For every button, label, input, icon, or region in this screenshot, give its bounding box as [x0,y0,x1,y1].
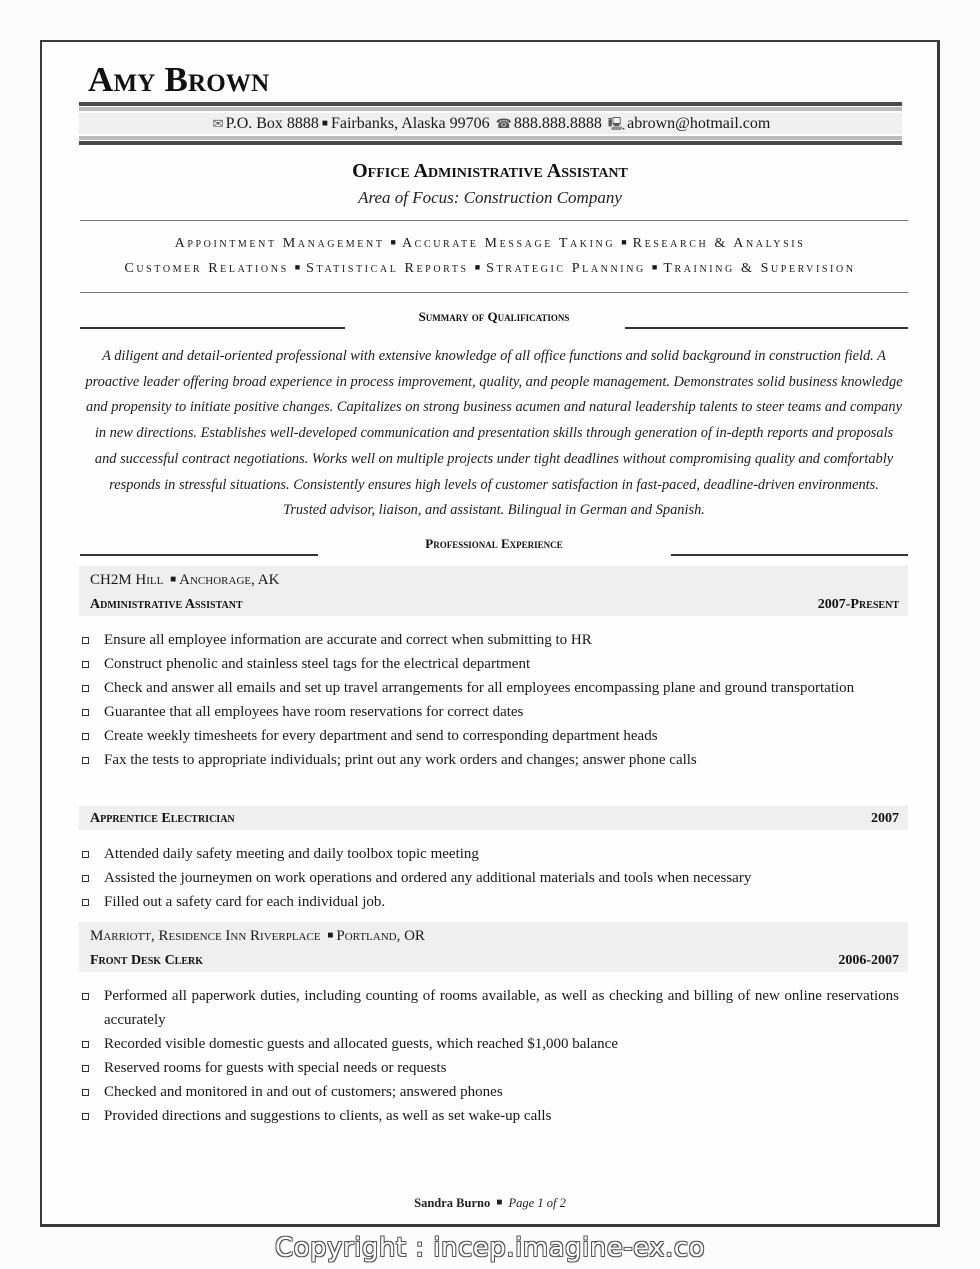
skill: Training & Supervision [663,261,856,276]
contact-line [79,113,902,134]
job-bullets [80,984,899,1128]
job-company: CH2M Hill [90,572,164,588]
bullet-text: Check and answer all emails and set up travel arrangements for all employees encompassing plane and ground transportation [104,680,855,696]
candidate-name: Amy Brown [88,60,270,99]
separator-icon: ■ [390,237,396,247]
checkbox-bullet-icon [82,733,89,740]
bullet-text: Create weekly timesheets for every department and send to corresponding department heads [104,728,658,744]
summary-line: A diligent and detail-oriented professional with extensive knowledge of all office functions and solid background in construction field. A [102,348,886,364]
bullet-text: Recorded visible domestic guests and allocated guests, which reached $1,000 balance [104,1036,618,1052]
list-item [80,628,899,652]
job-bullets [80,628,899,772]
checkbox-bullet-icon [82,709,89,716]
heading-rule-right [625,327,908,329]
list-item [80,676,899,700]
summary-heading-label: Summary of Qualifications [418,309,570,324]
bullet-text: Fax the tests to appropriate individuals; print out any work orders and changes; answer phone calls [104,752,697,768]
contact-phone[interactable]: 888.888.8888 [513,115,602,132]
job-header-marriott [79,922,908,972]
checkbox-bullet-icon [82,1113,89,1120]
heading-rule-left [80,554,318,556]
objective-title: Office Administrative Assistant [352,160,628,182]
skill: Customer Relations [124,261,289,276]
skills-row-2 [0,261,980,277]
list-item [80,724,899,748]
checkbox-bullet-icon [82,1065,89,1072]
header-rule-top [79,102,902,106]
checkbox-bullet-icon [82,993,89,1000]
bullet-text: Ensure all employee information are accurate and correct when submitting to HR [104,632,592,648]
checkbox-bullet-icon [82,851,89,858]
checkbox-bullet-icon [82,685,89,692]
job-location: Anchorage, AK [179,572,280,588]
bullet-text: Checked and monitored in and out of customers; answered phones [104,1084,503,1100]
page-footer [0,1196,980,1211]
footer-author: Sandra Burno [414,1196,491,1210]
copyright-watermark: Copyright : incep.imagine-ex.co [274,1233,706,1263]
separator-icon: ■ [294,262,301,272]
list-item [80,700,899,724]
list-item [80,1104,899,1128]
bullet-text: Guarantee that all employees have room reservations for correct dates [104,704,524,720]
checkbox-bullet-icon [82,1041,89,1048]
experience-heading-label: Professional Experience [425,536,563,551]
summary-line: and propensity to initiate positive changes. Capitalizes on strong business acumen and natural leadership talents to steer teams and company [86,399,902,416]
list-item [80,1032,899,1056]
list-item [80,866,899,890]
bullet-text: Attended daily safety meeting and daily toolbox topic meeting [104,846,479,862]
contact-city: Fairbanks, Alaska 99706 [330,115,490,132]
separator-icon: ■ [321,118,328,129]
checkbox-bullet-icon [82,899,89,906]
summary-line: responds in stressful situations. Consistently ensures high levels of customer satisfaction in fast-paced, deadline-driven environments. [109,476,879,493]
separator-icon: ■ [621,237,627,247]
bullet-text: Assisted the journeymen on work operations and ordered any additional materials and tools when necessary [104,870,752,886]
contact-band [79,102,902,145]
telephone-icon: ☎ [495,116,512,131]
job-header-apprentice-electrician [79,806,908,830]
separator-icon: ■ [474,262,481,272]
skill: Statistical Reports [306,261,469,276]
heading-rule-right [671,554,908,556]
bullet-text: Performed all paperwork duties, including counting of rooms available, as well as checking and billing of new online reservations accurately [104,988,899,1028]
checkbox-bullet-icon [82,875,89,882]
summary-paragraph [80,344,908,524]
summary-line: Trusted advisor, liaison, and assistant. Bilingual in German and Spanish. [283,502,705,519]
bullet-text: Reserved rooms for guests with special needs or requests [104,1060,447,1076]
divider [80,220,908,221]
mailbox-icon: ✉ [212,116,224,131]
separator-icon: ■ [651,262,658,272]
job-title: Front Desk Clerk [90,953,204,968]
list-item [80,1056,899,1080]
list-item [80,652,899,676]
page-number: Page 1 of 2 [508,1196,566,1210]
job-company: Marriott, Residence Inn Riverplace [90,928,321,944]
checkbox-bullet-icon [82,637,89,644]
list-item [80,984,899,1032]
list-item [80,748,899,772]
experience-heading [80,536,908,556]
checkbox-bullet-icon [82,661,89,668]
summary-line: proactive leader offering broad experience in process improvement, quality, and people management. Demonstrates solid business knowledge [85,373,903,390]
separator-icon: ■ [327,930,334,941]
job-header-ch2m-hill [79,566,908,616]
contact-address: P.O. Box 8888 [225,115,319,132]
job-company-line [90,928,425,945]
skill: Research & Analysis [632,236,806,251]
separator-icon: ■ [496,1197,503,1208]
skill: Accurate Message Taking [401,236,616,251]
job-company-line [90,572,279,589]
computer-icon: 🖳 [607,116,626,131]
bullet-text: Filled out a safety card for each individual job. [104,894,386,910]
bullet-text: Construct phenolic and stainless steel tags for the electrical department [104,656,531,672]
job-dates: 2006-2007 [838,953,899,968]
job-dates: 2007-Present [817,597,899,612]
divider [80,292,908,293]
summary-line: in new directions. Establishes well-developed communication and presentation skills through generation of in-depth reports and proposals [94,425,894,442]
skill: Strategic Planning [486,261,646,276]
job-bullets [80,842,899,914]
summary-line: and successful contract negotiations. Works well on multiple projects under tight deadlines without compromising quality and comfortably [94,450,894,467]
bullet-text: Provided directions and suggestions to clients, as well as set wake-up calls [104,1108,552,1124]
job-title: Administrative Assistant [90,597,243,612]
job-title: Apprentice Electrician [90,811,235,826]
objective-subtitle: Area of Focus: Construction Company [358,188,622,207]
heading-rule-left [80,327,345,329]
header-rule-top-light [79,107,902,111]
checkbox-bullet-icon [82,757,89,764]
separator-icon: ■ [170,574,177,585]
job-location: Portland, OR [336,928,425,944]
header-rule-bottom [79,141,902,145]
header-rule-bottom-light [79,136,902,140]
list-item [80,890,899,914]
list-item [80,842,899,866]
contact-email[interactable]: abrown@hotmail.com [627,115,771,132]
skill: Appointment Management [174,236,385,251]
list-item [80,1080,899,1104]
skills-row-1 [0,236,980,252]
summary-heading [80,309,908,329]
checkbox-bullet-icon [82,1089,89,1096]
job-dates: 2007 [871,811,899,826]
